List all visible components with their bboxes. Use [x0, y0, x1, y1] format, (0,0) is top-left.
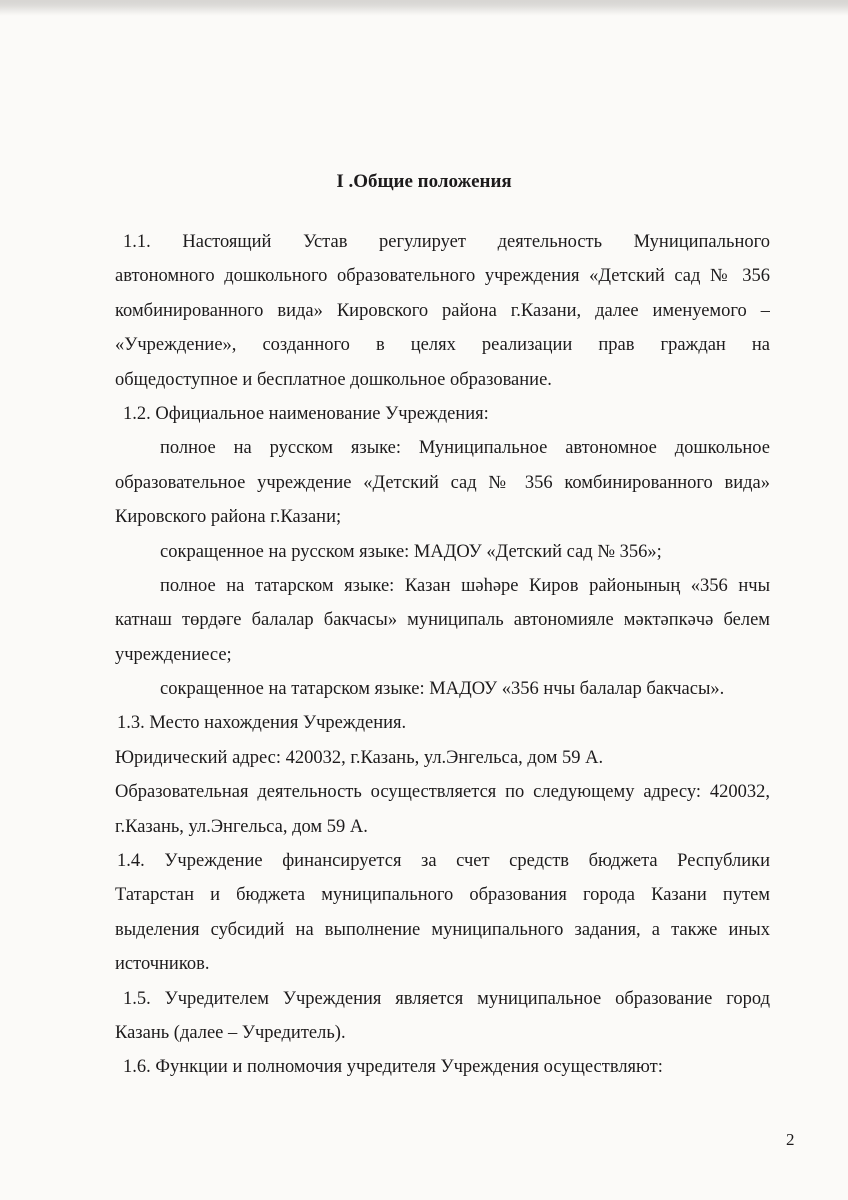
text-line: источников.	[115, 954, 210, 975]
text-line: г.Казань, ул.Энгельса, дом 59 А.	[115, 816, 368, 837]
text-line: комбинированного вида» Кировского района г.Казани, далее именуемого –	[115, 300, 770, 321]
text-line: полное на татарском языке: Казан шәһәре Киров районының «356 нчы	[160, 575, 770, 596]
text-line: Казань (далее – Учредитель).	[115, 1022, 346, 1043]
scan-edge	[0, 0, 848, 16]
page-number: 2	[786, 1130, 795, 1149]
text-line: Образовательная деятельность осуществляется по следующему адресу: 420032,	[115, 782, 770, 803]
text-line: сокращенное на татарском языке: МАДОУ «356 нчы балалар бакчасы».	[160, 679, 725, 700]
text-line: Татарстан и бюджета муниципального образования города Казани путем	[115, 885, 770, 906]
text-line: автономного дошкольного образовательного учреждения «Детский сад № 356	[115, 266, 770, 287]
text-line: «Учреждение», созданного в целях реализации прав граждан на	[115, 335, 770, 356]
text-line: 1.6. Функции и полномочия учредителя Учреждения осуществляют:	[123, 1057, 663, 1078]
text-line: катнаш төрдәге балалар бакчасы» муниципаль автономияле мәктәпкәчә белем	[115, 610, 770, 631]
body-text	[115, 225, 770, 1085]
text-line: 1.1. Настоящий Устав регулирует деятельность Муниципального	[123, 232, 770, 252]
text-line: 1.2. Официальное наименование Учреждения:	[123, 403, 489, 424]
text-line: сокращенное на русском языке: МАДОУ «Детский сад № 356»;	[160, 541, 662, 562]
text-line: 1.3. Место нахождения Учреждения.	[117, 713, 407, 734]
text-line: 1.4. Учреждение финансируется за счет средств бюджета Республики	[117, 851, 770, 872]
text-line: выделения субсидий на выполнение муниципального задания, а также иных	[115, 919, 770, 940]
text-line: учреждениесе;	[115, 644, 232, 665]
text-line: общедоступное и бесплатное дошкольное образование.	[115, 369, 552, 390]
text-line: образовательное учреждение «Детский сад № 356 комбинированного вида»	[115, 472, 770, 493]
text-line: Кировского района г.Казани;	[115, 507, 342, 528]
text-line: Юридический адрес: 420032, г.Казань, ул.Энгельса, дом 59 А.	[115, 747, 604, 768]
section-heading: I .Общие положения	[336, 171, 512, 192]
text-line: 1.5. Учредителем Учреждения является муниципальное образование город	[123, 988, 770, 1009]
text-line: полное на русском языке: Муниципальное автономное дошкольное	[160, 438, 770, 459]
